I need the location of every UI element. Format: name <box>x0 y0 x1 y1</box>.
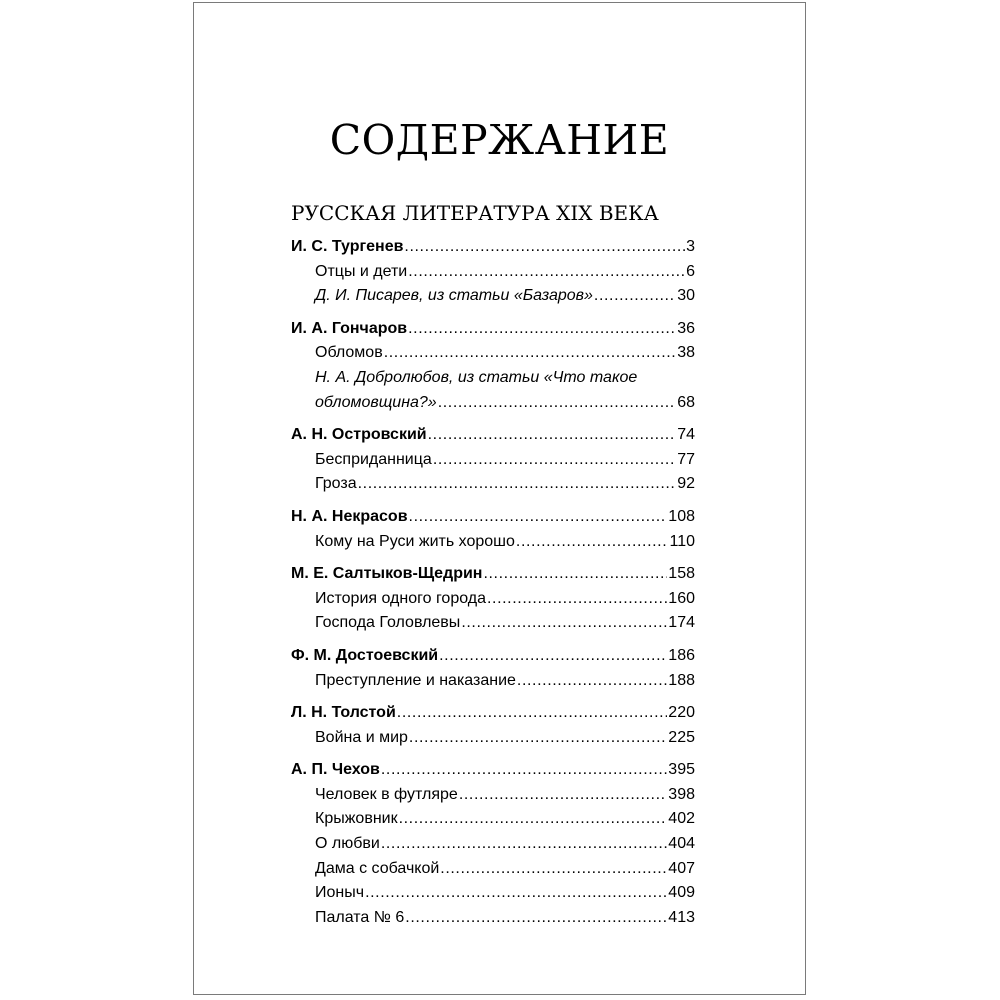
dot-leader <box>428 423 677 448</box>
toc-work-entry[interactable] <box>291 472 695 497</box>
page-number: 398 <box>668 785 695 803</box>
page-number: 174 <box>668 614 695 632</box>
toc-work-entry[interactable] <box>291 726 695 751</box>
toc-work-entry[interactable] <box>291 857 695 882</box>
toc-author-group <box>291 758 695 930</box>
section-title: РУССКАЯ ЛИТЕРАТУРА XIX ВЕКА <box>291 201 659 225</box>
page-number: 188 <box>668 671 695 689</box>
table-of-contents <box>291 235 695 938</box>
toc-author-entry[interactable] <box>291 235 695 260</box>
toc-author-entry[interactable] <box>291 317 695 342</box>
toc-work-entry-title: О любви <box>315 835 380 853</box>
toc-author-entry[interactable] <box>291 644 695 669</box>
toc-author-group <box>291 505 695 554</box>
page-number: 6 <box>686 262 695 280</box>
toc-work-entry[interactable] <box>291 284 695 309</box>
toc-work-entry-title: Н. А. Добролюбов, из статьи «Что такое <box>315 368 638 386</box>
page-number: 110 <box>669 532 695 550</box>
page-number: 77 <box>677 450 695 468</box>
page-number: 158 <box>668 565 695 583</box>
page-number: 36 <box>677 319 695 337</box>
page-number: 413 <box>668 908 695 926</box>
toc-work-entry[interactable] <box>291 783 695 808</box>
toc-work-entry[interactable] <box>291 448 695 473</box>
dot-leader <box>409 726 667 751</box>
toc-author-group <box>291 317 695 415</box>
toc-work-entry-continuation-title: обломовщина?» <box>315 393 437 411</box>
dot-leader <box>439 644 667 669</box>
page-number: 225 <box>668 728 695 746</box>
toc-work-entry-title: Бесприданница <box>315 450 432 468</box>
page-number: 160 <box>668 589 695 607</box>
toc-work-entry-title: Господа Головлевы <box>315 614 461 632</box>
dot-leader <box>594 284 676 309</box>
page-number: 404 <box>668 835 695 853</box>
toc-work-entry-title: Дама с собачкой <box>315 859 440 877</box>
toc-work-entry-title: Обломов <box>315 344 383 362</box>
toc-work-entry-title: Кому на Руси жить хорошо <box>315 532 515 550</box>
toc-author-entry-title: И. С. Тургенев <box>291 238 404 255</box>
toc-author-entry-title: Л. Н. Толстой <box>291 704 396 722</box>
toc-work-entry[interactable] <box>291 530 695 555</box>
dot-leader <box>408 260 685 285</box>
dot-leader <box>459 783 667 808</box>
dot-leader <box>461 611 667 636</box>
toc-author-entry-title: А. П. Чехов <box>291 761 380 779</box>
toc-author-entry-title: А. Н. Островский <box>291 426 427 444</box>
toc-work-entry-title: Палата № 6 <box>315 908 405 926</box>
toc-author-entry[interactable] <box>291 423 695 448</box>
page-number: 3 <box>686 238 695 255</box>
dot-leader <box>517 669 667 694</box>
page-number: 409 <box>668 884 695 902</box>
dot-leader <box>358 472 677 497</box>
dot-leader <box>516 530 669 555</box>
toc-work-entry[interactable] <box>291 611 695 636</box>
dot-leader <box>399 807 668 832</box>
dot-leader <box>409 505 668 530</box>
toc-author-entry[interactable] <box>291 701 695 726</box>
page-number: 220 <box>668 704 695 722</box>
toc-work-entry-title: Человек в футляре <box>315 785 458 803</box>
dot-leader <box>381 758 667 783</box>
toc-author-entry-title: М. Е. Салтыков-Щедрин <box>291 565 483 583</box>
toc-author-entry[interactable] <box>291 505 695 530</box>
toc-work-entry-title: Ионыч <box>315 884 365 902</box>
toc-work-entry[interactable] <box>291 669 695 694</box>
dot-leader <box>440 857 667 882</box>
toc-work-entry[interactable] <box>291 906 695 931</box>
toc-work-entry[interactable] <box>291 341 695 366</box>
toc-author-entry[interactable] <box>291 562 695 587</box>
toc-author-entry[interactable] <box>291 758 695 783</box>
toc-work-entry[interactable] <box>291 587 695 612</box>
toc-author-entry-title: Н. А. Некрасов <box>291 507 408 525</box>
toc-work-entry-title: Преступление и наказание <box>315 671 516 689</box>
toc-work-entry-title: Война и мир <box>315 728 408 746</box>
dot-leader <box>404 235 685 260</box>
book-page <box>193 2 806 995</box>
page-number: 108 <box>668 507 695 525</box>
toc-work-entry-title: Отцы и дети <box>315 262 408 280</box>
toc-work-entry[interactable] <box>291 881 695 906</box>
toc-author-group <box>291 423 695 497</box>
page-number: 186 <box>668 646 695 664</box>
toc-work-entry-title: Крыжовник <box>315 810 398 828</box>
dot-leader <box>438 391 677 416</box>
dot-leader <box>384 341 677 366</box>
toc-author-group <box>291 562 695 636</box>
toc-author-entry-title: Ф. М. Достоевский <box>291 646 439 664</box>
toc-author-entry-title: И. А. Гончаров <box>291 319 408 337</box>
dot-leader <box>487 587 667 612</box>
toc-author-group <box>291 644 695 693</box>
page-number: 74 <box>677 426 695 444</box>
page-number: 30 <box>677 287 695 305</box>
toc-work-entry[interactable] <box>291 366 695 391</box>
dot-leader <box>433 448 676 473</box>
dot-leader <box>408 317 676 342</box>
dot-leader <box>483 562 667 587</box>
toc-work-entry-title: Гроза <box>315 475 357 493</box>
toc-work-entry-continuation[interactable] <box>291 391 695 416</box>
toc-work-entry-title: История одного города <box>315 589 486 607</box>
toc-work-entry[interactable] <box>291 832 695 857</box>
dot-leader <box>397 701 668 726</box>
page-number: 92 <box>677 475 695 493</box>
page-number: 68 <box>677 393 695 411</box>
toc-work-entry[interactable] <box>291 807 695 832</box>
page-number: 395 <box>668 761 695 779</box>
dot-leader <box>365 881 667 906</box>
toc-author-group <box>291 701 695 750</box>
dot-leader <box>381 832 667 857</box>
dot-leader <box>405 906 667 931</box>
toc-work-entry[interactable] <box>291 260 695 285</box>
page-number: 38 <box>677 344 695 362</box>
page-number: 402 <box>668 810 695 828</box>
page-number: 407 <box>668 859 695 877</box>
toc-author-group <box>291 235 695 309</box>
page-title: СОДЕРЖАНИЕ <box>329 116 670 164</box>
toc-work-entry-title: Д. И. Писарев, из статьи «Базаров» <box>315 287 593 305</box>
